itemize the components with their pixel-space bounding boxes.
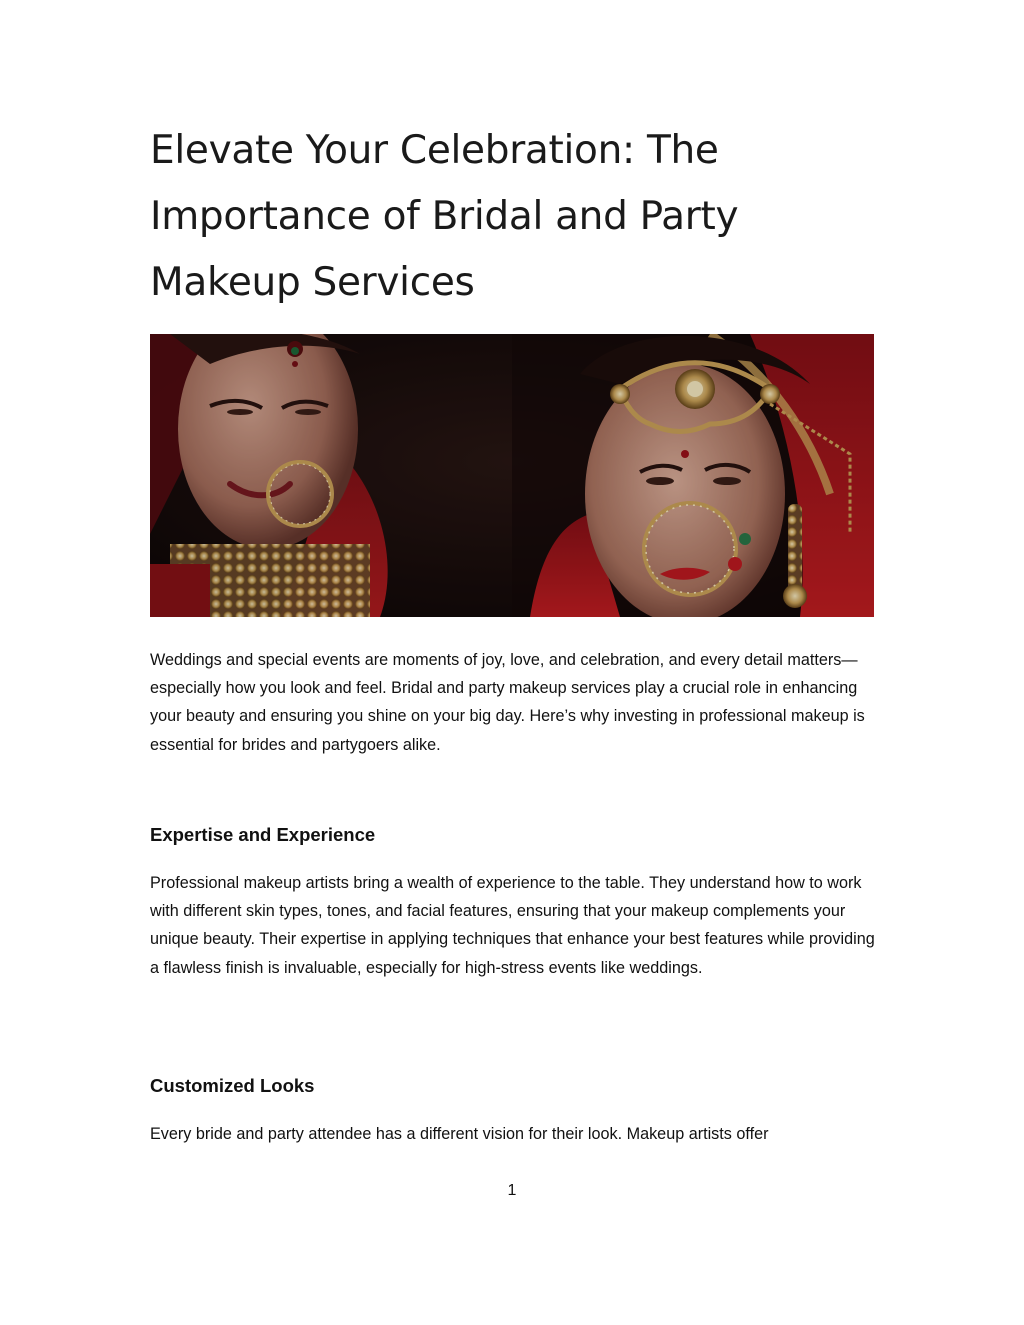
page-number: 1 bbox=[507, 1182, 517, 1199]
page-title: Elevate Your Celebration: The Importance of Bridal and Party Makeup Services bbox=[150, 128, 739, 305]
bridal-portrait-photo bbox=[150, 334, 874, 617]
hero-image bbox=[150, 334, 874, 617]
section-body-customized-looks: Every bride and party attendee has a different vision for their look. Makeup artists offer bbox=[150, 1125, 769, 1143]
intro-paragraph: Weddings and special events are moments of joy, love, and celebration, and every detail matters—especially how you look and feel. Bridal and party makeup services play a crucial role in enhancing your beauty and ensuring you shine on your big day. Here’s why investing in professional makeup is essential for brides and partygoers alike. bbox=[150, 651, 865, 754]
section-heading-expertise: Expertise and Experience bbox=[150, 824, 376, 845]
section-body-expertise: Professional makeup artists bring a wealth of experience to the table. They understand how to work with different skin types, tones, and facial features, ensuring that your makeup complements your unique beauty. Their expertise in applying techniques that enhance your best features while providing a flawless finish is invaluable, especially for high-stress events like weddings. bbox=[150, 874, 875, 977]
section-heading-customized-looks: Customized Looks bbox=[150, 1075, 315, 1096]
